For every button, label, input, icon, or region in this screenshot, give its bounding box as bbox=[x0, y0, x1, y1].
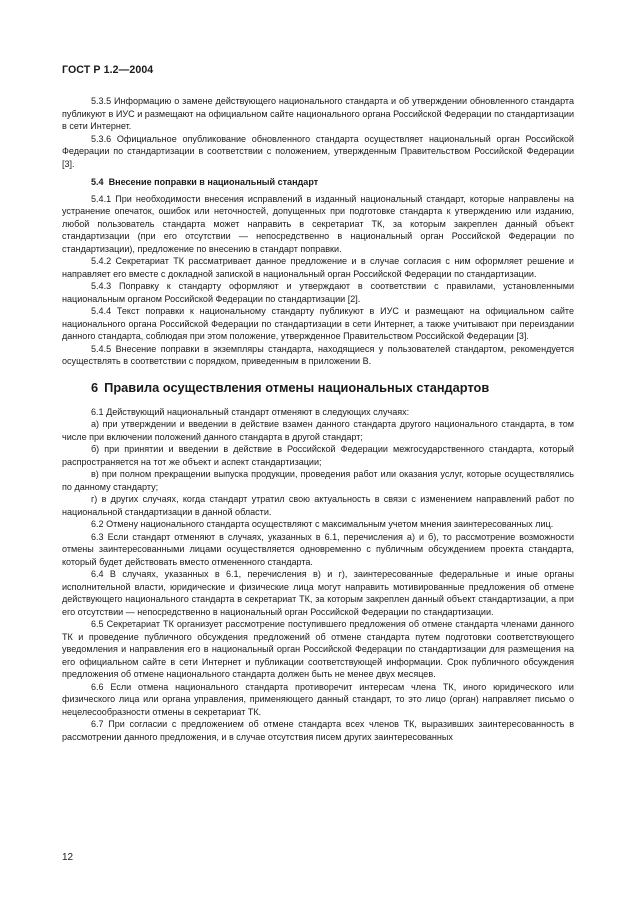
paragraph-5-4-4: 5.4.4 Текст поправки к национальному стандарту публикуют в ИУС и размещают на официальном сайте национального органа Российской Федерации по стандартизации в сети Интернет, а также учитывают при переиздании данного стандарта, соблюдая при этом положение, утвержденное Правительством Российской Федерации [3]. bbox=[62, 306, 574, 341]
subsection-number: 5.4 bbox=[91, 177, 104, 187]
document-body bbox=[62, 95, 574, 743]
subsection-title: Внесение поправки в национальный стандарт bbox=[108, 177, 319, 187]
paragraph-5-3-6: 5.3.6 Официальное опубликование обновленного стандарта осуществляет национальный орган Российской Федерации по стандартизации в соответствии с положением, утвержденным Правительством Российской Федерации [3]. bbox=[62, 133, 574, 169]
list-item-v: в) при полном прекращении выпуска продукции, проведения работ или оказания услуг, которые осуществлялись по данному стандарту; bbox=[62, 469, 574, 492]
paragraph-6-6: 6.6 Если отмена национального стандарта противоречит интересам члена ТК, иного юридического или физического лица или органа управления, применяющего данный стандарт, то это лицо (орган) направляет письмо о нецелесообразности отмены в секретариат ТК. bbox=[62, 681, 574, 717]
paragraph-6-2: 6.2 Отмену национального стандарта осуществляют с максимальным учетом мнения заинтересованных лиц. bbox=[91, 519, 554, 529]
subsection-heading-5-4 bbox=[62, 176, 574, 189]
paragraph-5-4-5: 5.4.5 Внесение поправки в экземпляры стандарта, находящиеся у пользователей стандартом, рекомендуется осуществлять в соответствии с порядком, приведенным в приложении В. bbox=[62, 343, 574, 366]
paragraph-6-1: 6.1 Действующий национальный стандарт отменяют в следующих случаях: bbox=[91, 406, 410, 417]
section-number: 6 bbox=[91, 379, 99, 395]
section-heading-6 bbox=[62, 380, 574, 395]
list-item-a: а) при утверждении и введении в действие взамен данного стандарта другого национального стандарта, в том числе при включении положений данного стандарта в другой стандарт; bbox=[62, 419, 574, 442]
paragraph-6-4: 6.4 В случаях, указанных в 6.1, перечисления в) и г), заинтересованные федеральные и иные органы исполнительной власти, юридические и физические лица могут направить мотивированные предложения об отмене действующего национального стандарта в секретариат ТК, за которым закреплен данный объект стандартизации, а при его отсутствии — непосредственно в национальный орган Российской Федерации по стандартизации. bbox=[62, 569, 574, 617]
paragraph-5-3-5: 5.3.5 Информацию о замене действующего национального стандарта и об утверждении обновленного стандарта публикуют в ИУС и размещают на официальном сайте национального органа Российской Федерации по стандартизации в сети Интернет. bbox=[62, 96, 574, 131]
page-number: 12 bbox=[62, 852, 74, 863]
section-title: Правила осуществления отмены национальных стандартов bbox=[104, 379, 490, 395]
list-item-b: б) при принятии и введении в действие в Российской Федерации межгосударственного стандарта, который распространяется на тот же объект и аспект стандартизации; bbox=[62, 444, 574, 467]
paragraph-5-4-1: 5.4.1 При необходимости внесения исправлений в изданный национальный стандарт, которые направлены на устранение опечаток, ошибок или неточностей, допущенных при подготовке стандарта к утверждению или изданию, любой пользователь стандарта может направить в секретариат ТК, за которым закреплен данный объект стандартизации (при его отсутствии — непосредственно в национальный орган Российской Федерации по стандартизации), предложение по внесению в стандарт поправки. bbox=[62, 193, 574, 254]
paragraph-6-3: 6.3 Если стандарт отменяют в случаях, указанных в 6.1, перечисления а) и б), то рассмотрение возможности отмены заинтересованными лицами осуществляется одновременно с публичным обсуждением проекта стандарта, который будет действовать вместо отмененного стандарта. bbox=[62, 531, 574, 567]
list-item-g: г) в других случаях, когда стандарт утратил свою актуальность в связи с изменением направлений работ по национальной стандартизации в данной области. bbox=[62, 494, 574, 517]
paragraph-5-4-3: 5.4.3 Поправку к стандарту оформляют и утверждают в соответствии с правилами, установленными национальным органом Российской Федерации по стандартизации [2]. bbox=[62, 281, 574, 304]
paragraph-5-4-2: 5.4.2 Секретариат ТК рассматривает данное предложение и в случае согласия с ним оформляет решение и направляет его вместе с докладной запиской в национальный орган Российской Федерации по стандартизации. bbox=[62, 256, 574, 279]
paragraph-6-5: 6.5 Секретариат ТК организует рассмотрение поступившего предложения об отмене стандарта членами данного ТК и проведение публичного обсуждения предложений об отмене стандарта путем подготовки соответствующего уведомления и направления его в национальный орган Российской Федерации по стандартизации для размещения на его официальном сайте в сети Интернет и публикации соответствующей информации. Срок публичного обсуждения предложения об отмене национального стандарта должен быть не менее двух месяцев. bbox=[62, 619, 574, 679]
document-code-header: ГОСТ Р 1.2—2004 bbox=[62, 64, 154, 76]
paragraph-6-7: 6.7 При согласии с предложением об отмене стандарта всех членов ТК, выразивших заинтересованность в рассмотрении данного предложения, и в случае отсутствия писем других заинтересованных bbox=[62, 719, 574, 742]
